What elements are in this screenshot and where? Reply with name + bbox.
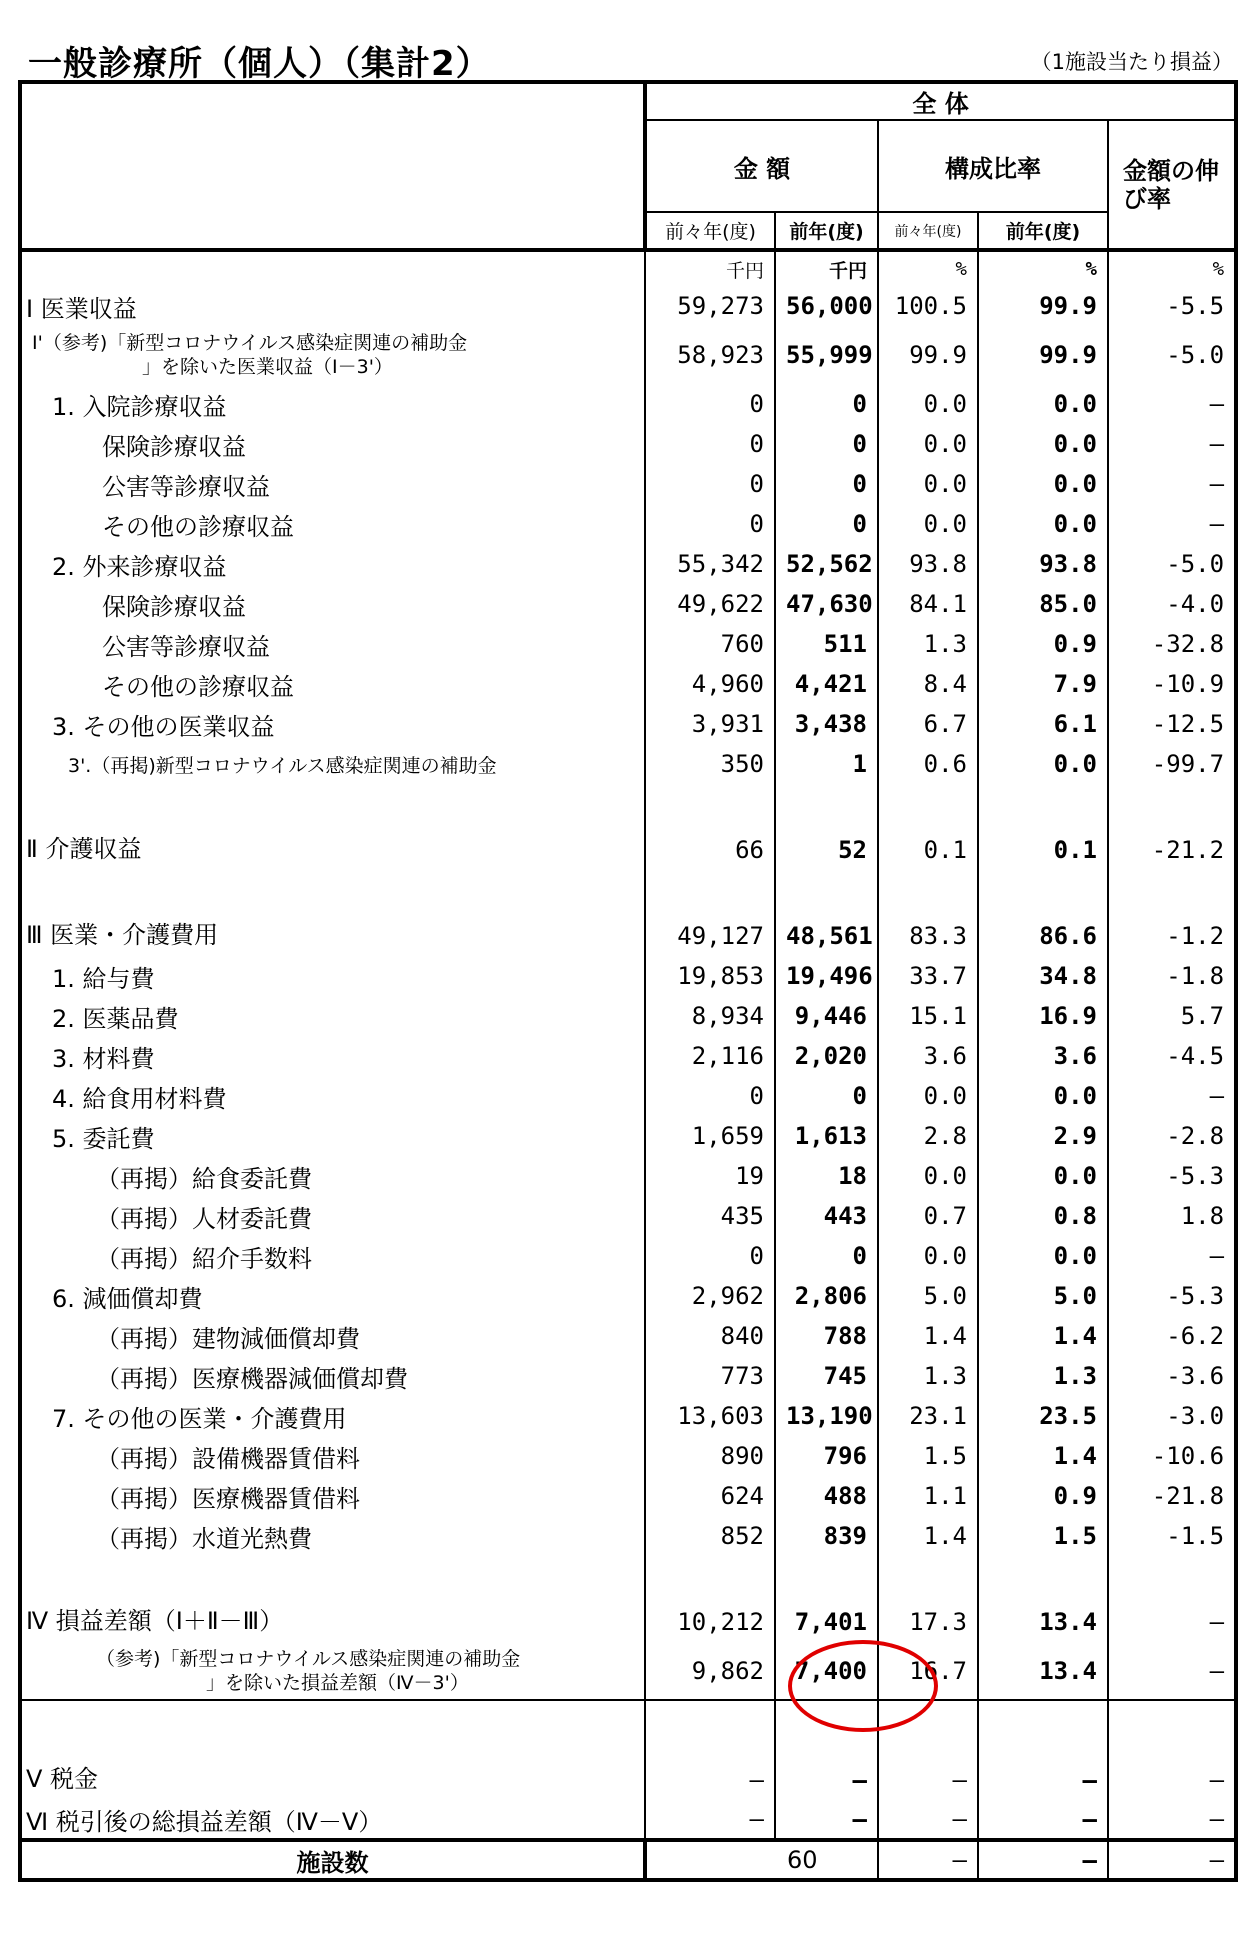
cell-prev1-ratio: 1.4 bbox=[978, 1436, 1108, 1476]
cell-prev2-amount: 0 bbox=[645, 504, 775, 544]
cell-growth: — bbox=[1108, 1076, 1236, 1116]
cell-prev2-ratio: 15.1 bbox=[878, 996, 978, 1036]
cell-prev1-ratio: 0.0 bbox=[978, 384, 1108, 424]
table-row bbox=[20, 424, 1236, 464]
cell-prev2-ratio: 83.3 bbox=[878, 870, 978, 956]
cell-growth: — bbox=[1108, 1236, 1236, 1276]
cell-prev1-ratio: 2.9 bbox=[978, 1116, 1108, 1156]
row-label: 公害等診療収益 bbox=[20, 464, 645, 504]
cell-growth: -5.3 bbox=[1108, 1156, 1236, 1196]
cell-growth: -2.8 bbox=[1108, 1116, 1236, 1156]
facility-count-d: — bbox=[978, 1840, 1108, 1880]
cell-growth: — bbox=[1108, 1800, 1236, 1840]
table-row bbox=[20, 1276, 1236, 1316]
table-row bbox=[20, 1700, 1236, 1800]
unit-d: % bbox=[978, 252, 1108, 286]
cell-prev1-amount: 488 bbox=[775, 1476, 878, 1516]
table-row bbox=[20, 1196, 1236, 1236]
cell-growth: -1.5 bbox=[1108, 1516, 1236, 1556]
table-row bbox=[20, 504, 1236, 544]
cell-prev1-amount: 52 bbox=[775, 784, 878, 870]
cell-prev1-amount: 52,562 bbox=[775, 544, 878, 584]
cell-growth: — bbox=[1108, 504, 1236, 544]
cell-prev1-amount: 48,561 bbox=[775, 870, 878, 956]
cell-growth: -3.0 bbox=[1108, 1396, 1236, 1436]
header-prev1-amount: 前年(度) bbox=[775, 212, 878, 250]
cell-prev1-amount: 7,401 bbox=[775, 1556, 878, 1642]
units-row bbox=[20, 252, 1236, 286]
cell-growth: — bbox=[1108, 1700, 1236, 1800]
cell-prev1-amount: 443 bbox=[775, 1196, 878, 1236]
cell-prev2-amount: — bbox=[645, 1700, 775, 1800]
row-label: 保険診療収益 bbox=[20, 424, 645, 464]
cell-prev2-amount: 890 bbox=[645, 1436, 775, 1476]
cell-growth: 5.7 bbox=[1108, 996, 1236, 1036]
row-label: 4. 給食用材料費 bbox=[20, 1076, 645, 1116]
cell-prev1-ratio: 6.1 bbox=[978, 704, 1108, 744]
facility-count-c: — bbox=[878, 1840, 978, 1880]
cell-growth: -3.6 bbox=[1108, 1356, 1236, 1396]
cell-prev2-amount: 58,923 bbox=[645, 326, 775, 384]
cell-prev1-ratio: 34.8 bbox=[978, 956, 1108, 996]
row-label: 公害等診療収益 bbox=[20, 624, 645, 664]
cell-prev1-ratio: 0.0 bbox=[978, 504, 1108, 544]
cell-prev1-ratio: 0.9 bbox=[978, 1476, 1108, 1516]
cell-prev2-ratio: 17.3 bbox=[878, 1556, 978, 1642]
table-row bbox=[20, 464, 1236, 504]
cell-prev2-amount: 10,212 bbox=[645, 1556, 775, 1642]
table-row bbox=[20, 1396, 1236, 1436]
cell-prev1-amount: 18 bbox=[775, 1156, 878, 1196]
cell-prev1-amount: 19,496 bbox=[775, 956, 878, 996]
cell-prev2-amount: 435 bbox=[645, 1196, 775, 1236]
cell-prev1-amount: 788 bbox=[775, 1316, 878, 1356]
row-label: Ⅱ 介護収益 bbox=[20, 784, 645, 870]
table-row bbox=[20, 1356, 1236, 1396]
cell-prev2-ratio: 1.4 bbox=[878, 1516, 978, 1556]
row-label-line2: 」を除いた損益差額（Ⅳ－3'） bbox=[206, 1671, 469, 1694]
cell-prev2-ratio: 1.4 bbox=[878, 1316, 978, 1356]
cell-prev2-ratio: 33.7 bbox=[878, 956, 978, 996]
cell-prev2-amount: 9,862 bbox=[645, 1642, 775, 1700]
cell-prev2-ratio: 2.8 bbox=[878, 1116, 978, 1156]
profit-loss-table bbox=[18, 80, 1238, 1882]
cell-prev2-ratio: 0.0 bbox=[878, 1076, 978, 1116]
cell-prev1-ratio: 0.0 bbox=[978, 424, 1108, 464]
cell-prev1-ratio: 99.9 bbox=[978, 326, 1108, 384]
cell-prev1-amount: 2,020 bbox=[775, 1036, 878, 1076]
cell-prev1-ratio: 0.0 bbox=[978, 1076, 1108, 1116]
cell-prev2-ratio: 0.7 bbox=[878, 1196, 978, 1236]
table-row bbox=[20, 704, 1236, 744]
cell-prev1-ratio: 85.0 bbox=[978, 584, 1108, 624]
cell-growth: — bbox=[1108, 1642, 1236, 1700]
cell-prev1-amount: 56,000 bbox=[775, 286, 878, 326]
cell-prev2-ratio: 99.9 bbox=[878, 326, 978, 384]
cell-prev2-amount: 59,273 bbox=[645, 286, 775, 326]
cell-growth: -5.0 bbox=[1108, 544, 1236, 584]
row-label-line1: Ⅰ'（参考)「新型コロナウイルス感染症関連の補助金 bbox=[32, 332, 468, 354]
row-label: 3. その他の医業収益 bbox=[20, 704, 645, 744]
cell-growth: 1.8 bbox=[1108, 1196, 1236, 1236]
cell-prev1-ratio: 7.9 bbox=[978, 664, 1108, 704]
cell-prev2-amount: 0 bbox=[645, 424, 775, 464]
cell-prev2-amount: 350 bbox=[645, 744, 775, 784]
cell-growth: -4.0 bbox=[1108, 584, 1236, 624]
cell-prev2-ratio: 84.1 bbox=[878, 584, 978, 624]
cell-growth: -99.7 bbox=[1108, 744, 1236, 784]
header-blank bbox=[20, 82, 645, 250]
cell-prev1-amount: 0 bbox=[775, 384, 878, 424]
cell-prev2-ratio: 0.0 bbox=[878, 464, 978, 504]
row-label: 7. その他の医業・介護費用 bbox=[20, 1396, 645, 1436]
table-row bbox=[20, 1800, 1236, 1840]
row-label: 5. 委託費 bbox=[20, 1116, 645, 1156]
row-label: （再掲）医療機器減価償却費 bbox=[20, 1356, 645, 1396]
cell-prev1-amount: 1,613 bbox=[775, 1116, 878, 1156]
cell-growth: -5.3 bbox=[1108, 1276, 1236, 1316]
footer-row bbox=[20, 1840, 1236, 1880]
cell-prev2-ratio: 100.5 bbox=[878, 286, 978, 326]
table-row bbox=[20, 1156, 1236, 1196]
table-row bbox=[20, 624, 1236, 664]
cell-prev1-amount: 839 bbox=[775, 1516, 878, 1556]
cell-growth: -32.8 bbox=[1108, 624, 1236, 664]
cell-prev2-ratio: 1.5 bbox=[878, 1436, 978, 1476]
cell-prev1-ratio: 99.9 bbox=[978, 286, 1108, 326]
cell-prev1-ratio: 1.4 bbox=[978, 1316, 1108, 1356]
cell-prev2-ratio: 0.0 bbox=[878, 504, 978, 544]
cell-prev1-ratio: 1.5 bbox=[978, 1516, 1108, 1556]
cell-prev2-amount: 3,931 bbox=[645, 704, 775, 744]
cell-prev2-amount: 0 bbox=[645, 464, 775, 504]
unit-a: 千円 bbox=[645, 252, 775, 286]
cell-prev2-ratio: 0.0 bbox=[878, 1156, 978, 1196]
table-row bbox=[20, 1076, 1236, 1116]
cell-prev2-ratio: 0.0 bbox=[878, 424, 978, 464]
cell-prev1-ratio: 13.4 bbox=[978, 1642, 1108, 1700]
cell-prev2-ratio: 1.1 bbox=[878, 1476, 978, 1516]
cell-growth: -10.6 bbox=[1108, 1436, 1236, 1476]
row-label: （再掲）水道光熱費 bbox=[20, 1516, 645, 1556]
cell-prev1-amount: 13,190 bbox=[775, 1396, 878, 1436]
cell-growth: -1.2 bbox=[1108, 870, 1236, 956]
cell-prev2-amount: 66 bbox=[645, 784, 775, 870]
cell-prev2-amount: 773 bbox=[645, 1356, 775, 1396]
header-prev2-ratio: 前々年(度) bbox=[878, 212, 978, 250]
cell-prev1-ratio: 5.0 bbox=[978, 1276, 1108, 1316]
cell-prev2-ratio: 0.0 bbox=[878, 384, 978, 424]
row-label: その他の診療収益 bbox=[20, 504, 645, 544]
cell-prev1-ratio: 13.4 bbox=[978, 1556, 1108, 1642]
cell-growth: -21.8 bbox=[1108, 1476, 1236, 1516]
cell-prev2-amount: 624 bbox=[645, 1476, 775, 1516]
table-row bbox=[20, 1436, 1236, 1476]
cell-prev2-amount: 4,960 bbox=[645, 664, 775, 704]
row-label: （再掲）設備機器賃借料 bbox=[20, 1436, 645, 1476]
cell-prev2-ratio: 16.7 bbox=[878, 1642, 978, 1700]
table-row bbox=[20, 1516, 1236, 1556]
table-body bbox=[20, 286, 1236, 1840]
cell-prev1-ratio: 23.5 bbox=[978, 1396, 1108, 1436]
cell-prev2-ratio: 0.0 bbox=[878, 1236, 978, 1276]
table-row bbox=[20, 1116, 1236, 1156]
cell-prev2-amount: 2,116 bbox=[645, 1036, 775, 1076]
cell-prev2-ratio: — bbox=[878, 1700, 978, 1800]
cell-growth: -1.8 bbox=[1108, 956, 1236, 996]
unit-b: 千円 bbox=[775, 252, 878, 286]
cell-prev2-amount: 19,853 bbox=[645, 956, 775, 996]
cell-prev2-amount: 49,127 bbox=[645, 870, 775, 956]
cell-growth: -6.2 bbox=[1108, 1316, 1236, 1356]
row-label: （再掲）医療機器賃借料 bbox=[20, 1476, 645, 1516]
cell-prev1-amount: 9,446 bbox=[775, 996, 878, 1036]
cell-prev1-amount: 0 bbox=[775, 1076, 878, 1116]
table-row bbox=[20, 1036, 1236, 1076]
row-label bbox=[20, 326, 645, 384]
cell-prev1-ratio: 93.8 bbox=[978, 544, 1108, 584]
table-row bbox=[20, 286, 1236, 326]
cell-prev1-amount: 4,421 bbox=[775, 664, 878, 704]
row-label-line1: （参考)「新型コロナウイルス感染症関連の補助金 bbox=[96, 1647, 521, 1670]
row-label: 3. 材料費 bbox=[20, 1036, 645, 1076]
cell-growth: — bbox=[1108, 384, 1236, 424]
cell-prev1-ratio: 86.6 bbox=[978, 870, 1108, 956]
cell-prev2-amount: 49,622 bbox=[645, 584, 775, 624]
row-label: 保険診療収益 bbox=[20, 584, 645, 624]
row-label: （再掲）紹介手数料 bbox=[20, 1236, 645, 1276]
cell-prev2-ratio: 3.6 bbox=[878, 1036, 978, 1076]
row-label-line2: 」を除いた医業収益（Ⅰ－3'） bbox=[142, 356, 393, 378]
facility-count-label: 施設数 bbox=[20, 1840, 645, 1880]
page-title: 一般診療所（個人）（集計2） bbox=[28, 44, 491, 84]
row-label bbox=[20, 1642, 645, 1700]
cell-prev1-ratio: 0.0 bbox=[978, 464, 1108, 504]
cell-prev2-amount: — bbox=[645, 1800, 775, 1840]
cell-prev1-ratio: 0.9 bbox=[978, 624, 1108, 664]
table-row bbox=[20, 384, 1236, 424]
cell-prev1-ratio: — bbox=[978, 1700, 1108, 1800]
header-growth: 金額の伸び率 bbox=[1108, 120, 1236, 250]
cell-prev2-amount: 0 bbox=[645, 1236, 775, 1276]
row-label: （再掲）建物減価償却費 bbox=[20, 1316, 645, 1356]
row-label: 3'.（再掲)新型コロナウイルス感染症関連の補助金 bbox=[20, 744, 645, 784]
table-row bbox=[20, 784, 1236, 870]
cell-growth: -5.0 bbox=[1108, 326, 1236, 384]
cell-growth: — bbox=[1108, 464, 1236, 504]
table-row bbox=[20, 870, 1236, 956]
table-row bbox=[20, 956, 1236, 996]
header-group: 全 体 bbox=[645, 82, 1236, 120]
cell-prev1-amount: — bbox=[775, 1800, 878, 1840]
header-row-group bbox=[20, 82, 1236, 120]
cell-prev1-amount: 511 bbox=[775, 624, 878, 664]
cell-prev2-ratio: 6.7 bbox=[878, 704, 978, 744]
row-label: 6. 減価償却費 bbox=[20, 1276, 645, 1316]
cell-prev1-amount: — bbox=[775, 1700, 878, 1800]
cell-prev2-amount: 55,342 bbox=[645, 544, 775, 584]
header-prev1-ratio: 前年(度) bbox=[978, 212, 1108, 250]
cell-prev2-amount: 840 bbox=[645, 1316, 775, 1356]
table-row bbox=[20, 584, 1236, 624]
cell-prev1-amount: 3,438 bbox=[775, 704, 878, 744]
row-label: Ⅳ 損益差額（Ⅰ＋Ⅱ－Ⅲ） bbox=[20, 1556, 645, 1642]
row-label: 2. 医薬品費 bbox=[20, 996, 645, 1036]
table-row bbox=[20, 1236, 1236, 1276]
cell-prev2-amount: 0 bbox=[645, 1076, 775, 1116]
cell-prev1-amount: 55,999 bbox=[775, 326, 878, 384]
row-label: Ⅰ 医業収益 bbox=[20, 286, 645, 326]
row-label: （再掲）給食委託費 bbox=[20, 1156, 645, 1196]
header-prev2-amount: 前々年(度) bbox=[645, 212, 775, 250]
table-row bbox=[20, 1642, 1236, 1700]
cell-prev1-amount: 7,400 bbox=[775, 1642, 878, 1700]
cell-growth: -5.5 bbox=[1108, 286, 1236, 326]
unit-c: % bbox=[878, 252, 978, 286]
row-label: その他の診療収益 bbox=[20, 664, 645, 704]
cell-prev1-ratio: 16.9 bbox=[978, 996, 1108, 1036]
row-label: 1. 入院診療収益 bbox=[20, 384, 645, 424]
cell-prev2-ratio: — bbox=[878, 1800, 978, 1840]
table-row bbox=[20, 664, 1236, 704]
cell-prev2-ratio: 23.1 bbox=[878, 1396, 978, 1436]
cell-prev2-ratio: 93.8 bbox=[878, 544, 978, 584]
cell-prev2-amount: 0 bbox=[645, 384, 775, 424]
cell-prev2-ratio: 1.3 bbox=[878, 624, 978, 664]
cell-prev1-ratio: 0.0 bbox=[978, 1236, 1108, 1276]
table-row bbox=[20, 326, 1236, 384]
cell-prev1-amount: 0 bbox=[775, 424, 878, 464]
cell-prev2-amount: 19 bbox=[645, 1156, 775, 1196]
cell-prev2-amount: 13,603 bbox=[645, 1396, 775, 1436]
header-amount: 金 額 bbox=[645, 120, 878, 212]
table-row bbox=[20, 1316, 1236, 1356]
cell-prev2-ratio: 5.0 bbox=[878, 1276, 978, 1316]
cell-growth: — bbox=[1108, 1556, 1236, 1642]
row-label: Ⅴ 税金 bbox=[20, 1700, 645, 1800]
cell-prev1-amount: 0 bbox=[775, 464, 878, 504]
table-row bbox=[20, 744, 1236, 784]
cell-prev2-amount: 2,962 bbox=[645, 1276, 775, 1316]
cell-growth: -12.5 bbox=[1108, 704, 1236, 744]
row-label: Ⅵ 税引後の総損益差額（Ⅳ－Ⅴ） bbox=[20, 1800, 645, 1840]
cell-growth: -21.2 bbox=[1108, 784, 1236, 870]
cell-growth: -4.5 bbox=[1108, 1036, 1236, 1076]
cell-prev1-ratio: 0.1 bbox=[978, 784, 1108, 870]
unit-e: % bbox=[1108, 252, 1236, 286]
cell-growth: — bbox=[1108, 424, 1236, 464]
cell-prev1-amount: 47,630 bbox=[775, 584, 878, 624]
cell-prev1-amount: 2,806 bbox=[775, 1276, 878, 1316]
row-label: （再掲）人材委託費 bbox=[20, 1196, 645, 1236]
cell-growth: -10.9 bbox=[1108, 664, 1236, 704]
cell-prev2-amount: 760 bbox=[645, 624, 775, 664]
row-label: Ⅲ 医業・介護費用 bbox=[20, 870, 645, 956]
cell-prev1-amount: 0 bbox=[775, 1236, 878, 1276]
cell-prev1-ratio: 0.8 bbox=[978, 1196, 1108, 1236]
table-row bbox=[20, 996, 1236, 1036]
cell-prev1-amount: 1 bbox=[775, 744, 878, 784]
cell-prev1-ratio: — bbox=[978, 1800, 1108, 1840]
cell-prev1-ratio: 3.6 bbox=[978, 1036, 1108, 1076]
cell-prev2-amount: 8,934 bbox=[645, 996, 775, 1036]
table-row bbox=[20, 1476, 1236, 1516]
cell-prev2-ratio: 0.6 bbox=[878, 744, 978, 784]
row-label: 1. 給与費 bbox=[20, 956, 645, 996]
table-row bbox=[20, 1556, 1236, 1642]
header-ratio: 構成比率 bbox=[878, 120, 1108, 212]
cell-prev1-ratio: 1.3 bbox=[978, 1356, 1108, 1396]
table-row bbox=[20, 544, 1236, 584]
cell-prev2-ratio: 8.4 bbox=[878, 664, 978, 704]
unit-note: （1施設当たり損益） bbox=[1030, 50, 1233, 74]
cell-prev2-amount: 852 bbox=[645, 1516, 775, 1556]
cell-prev2-ratio: 1.3 bbox=[878, 1356, 978, 1396]
cell-prev2-amount: 1,659 bbox=[645, 1116, 775, 1156]
cell-prev1-amount: 796 bbox=[775, 1436, 878, 1476]
cell-prev2-ratio: 0.1 bbox=[878, 784, 978, 870]
cell-prev1-ratio: 0.0 bbox=[978, 1156, 1108, 1196]
facility-count-value: 60 bbox=[645, 1840, 878, 1880]
row-label: 2. 外来診療収益 bbox=[20, 544, 645, 584]
facility-count-e: — bbox=[1108, 1840, 1236, 1880]
cell-prev1-amount: 0 bbox=[775, 504, 878, 544]
cell-prev1-amount: 745 bbox=[775, 1356, 878, 1396]
cell-prev1-ratio: 0.0 bbox=[978, 744, 1108, 784]
